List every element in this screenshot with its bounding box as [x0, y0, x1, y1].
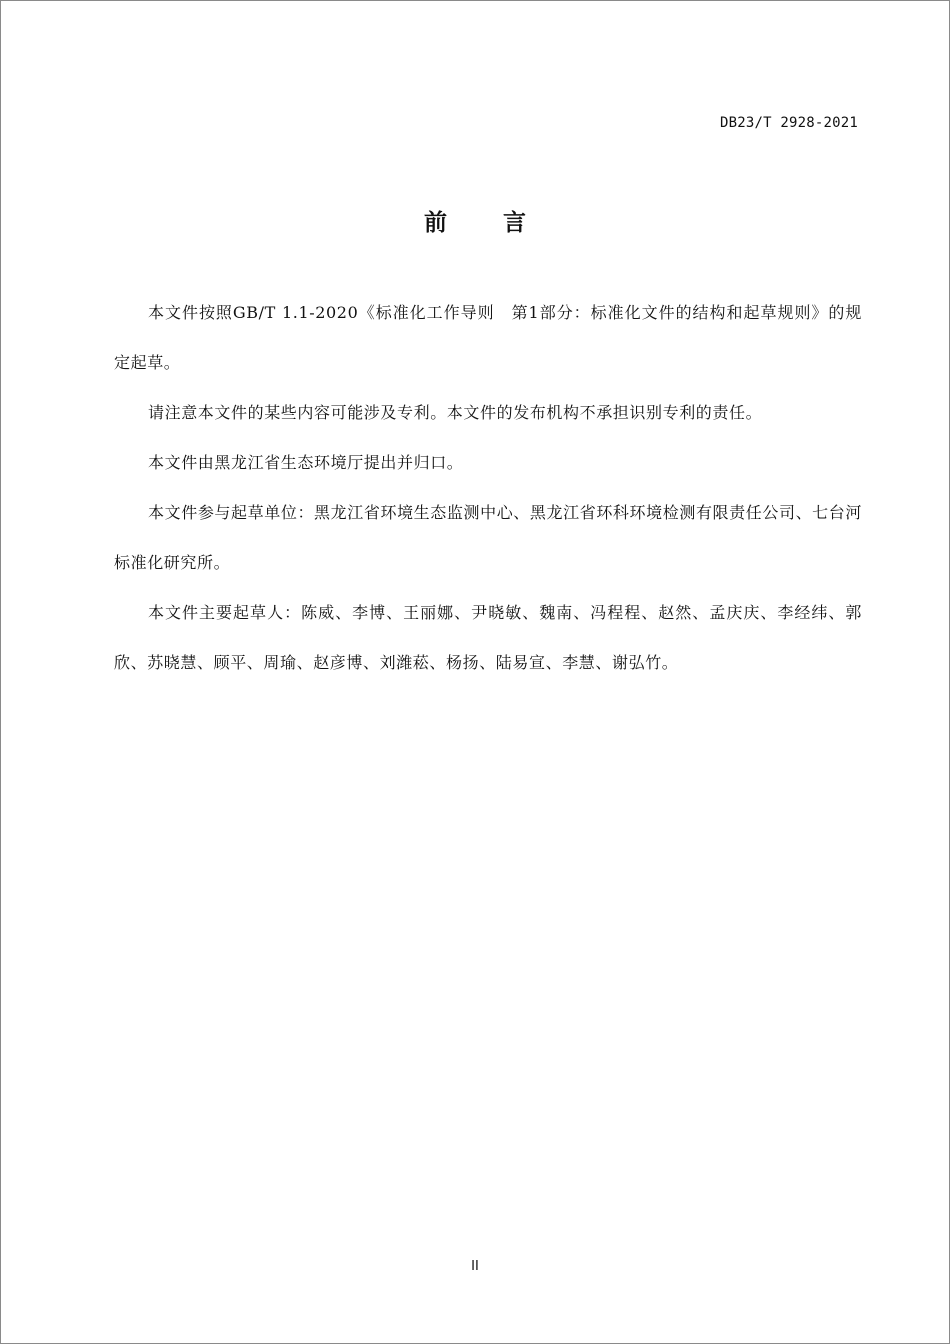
- paragraph-patent-notice: 请注意本文件的某些内容可能涉及专利。本文件的发布机构不承担识别专利的责任。: [148, 403, 763, 422]
- page-number: II: [471, 1259, 479, 1274]
- paragraph-drafters: 本文件主要起草人：陈威、李博、王丽娜、尹晓敏、魏南、冯程程、赵然、孟庆庆、李经纬、郭欣、苏晓慧、顾平、周瑜、赵彦博、刘潍菘、杨扬、陆易宣、李慧、谢弘竹。: [114, 603, 862, 672]
- paragraph-drafting-units: 本文件参与起草单位：黑龙江省环境生态监测中心、黑龙江省环科环境检测有限责任公司、七台河标准化研究所。: [114, 503, 862, 572]
- foreword-body: [114, 288, 862, 688]
- paragraph-proposer: 本文件由黑龙江省生态环境厅提出并归口。: [148, 453, 464, 472]
- paragraph-drafting-rules: 本文件按照GB/T 1.1-2020《标准化工作导则 第1部分：标准化文件的结构和起草规则》的规定起草。: [114, 303, 862, 372]
- document-code: DB23/T 2928-2021: [719, 115, 858, 131]
- page-title: 前言: [424, 210, 582, 236]
